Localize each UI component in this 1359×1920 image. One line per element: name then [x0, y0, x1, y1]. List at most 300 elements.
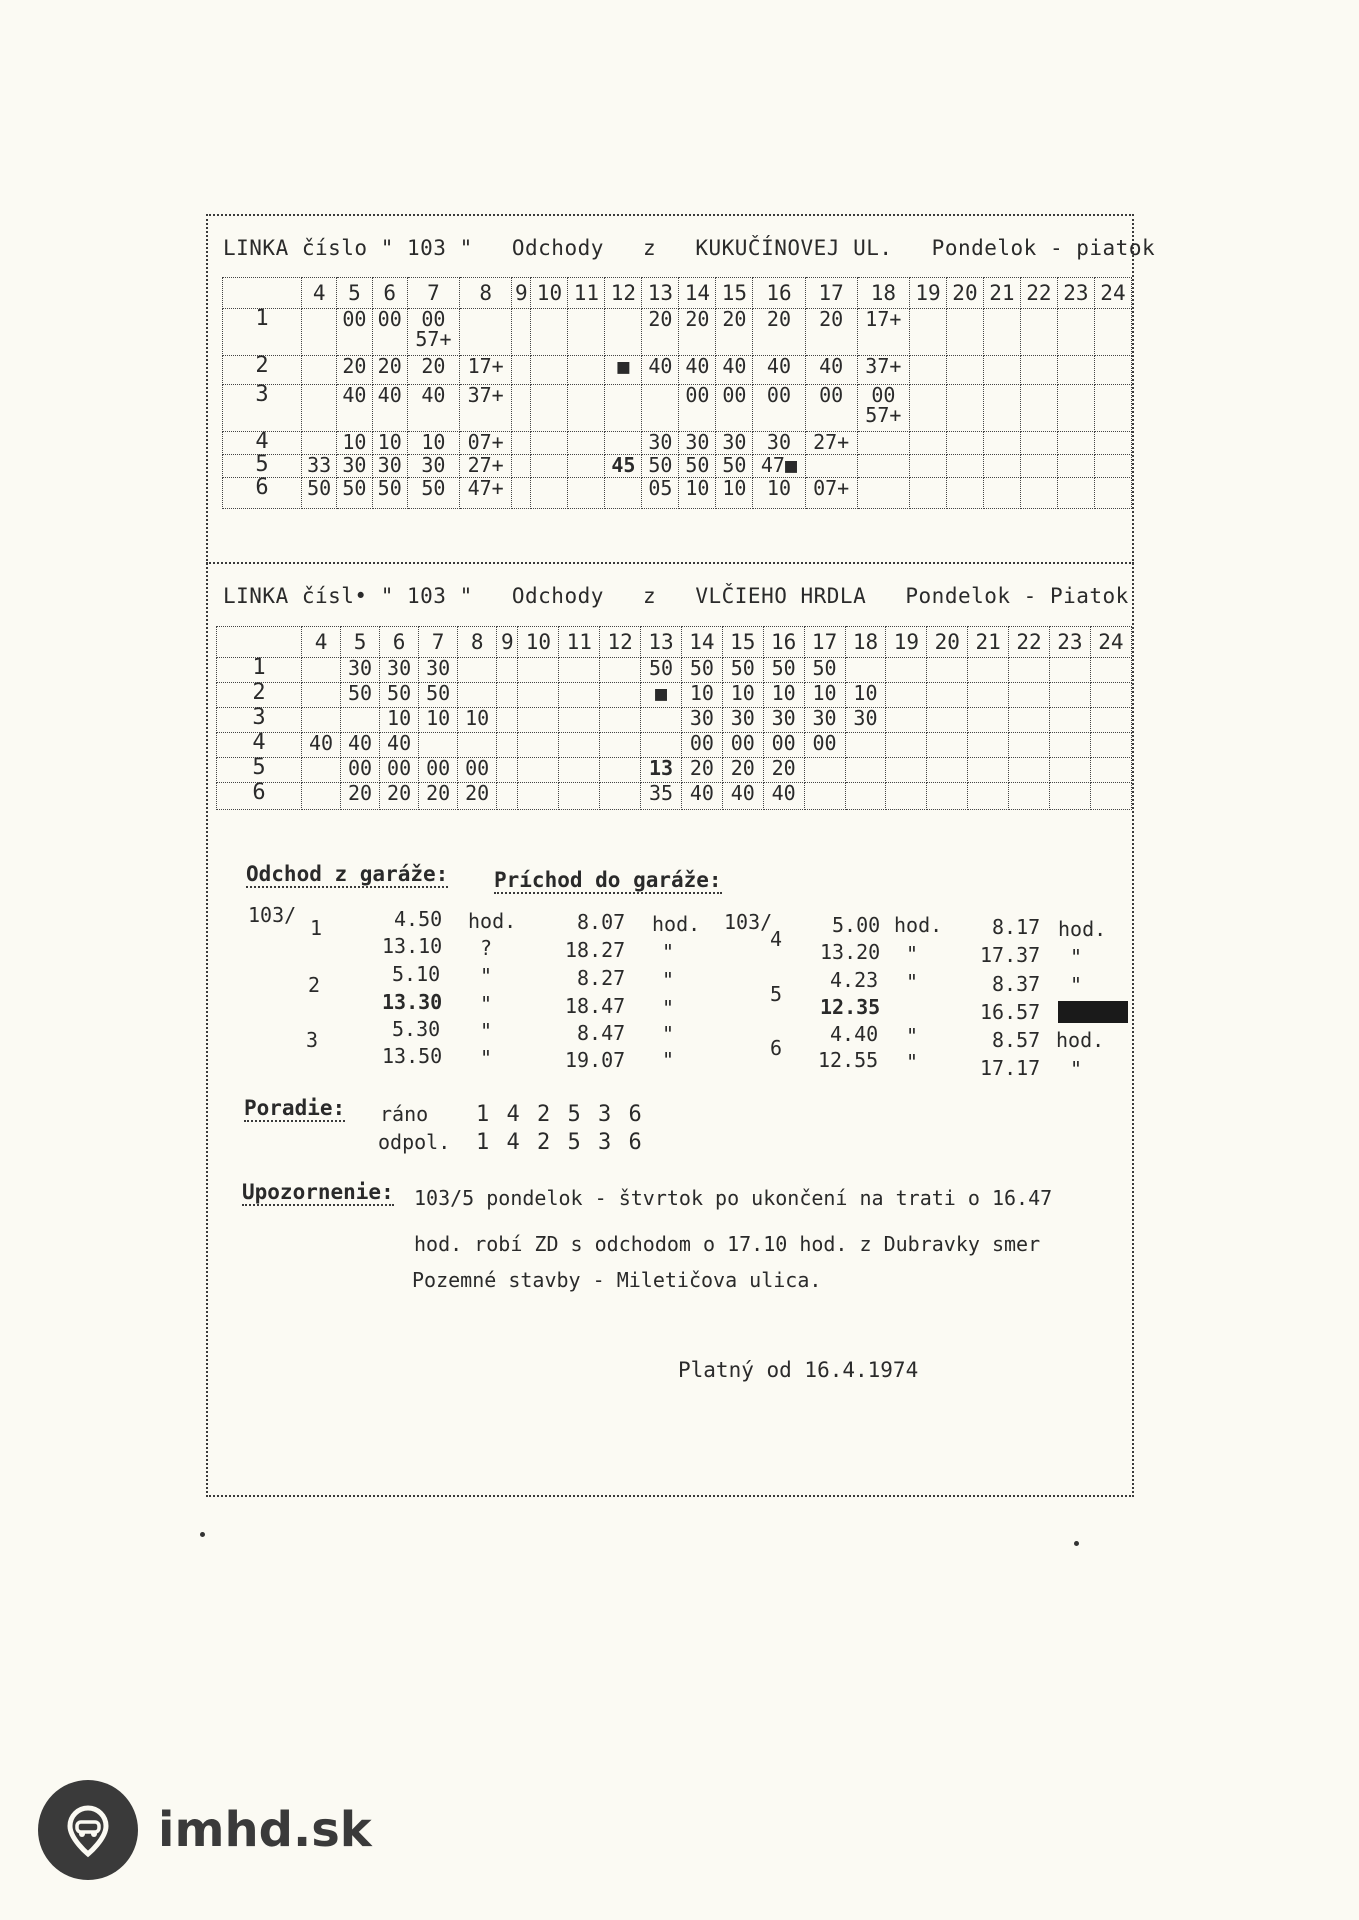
table1-title [223, 236, 1181, 260]
departure-minute: 50 [419, 683, 458, 708]
order-afternoon-label: odpol. [378, 1130, 451, 1154]
hour-header: 10 [518, 627, 559, 658]
vehicle-3: 3 [306, 1028, 319, 1052]
departure-minute [559, 683, 600, 708]
vehicle-number: 5 [223, 455, 302, 478]
hour-header: 8 [458, 627, 497, 658]
departure-minute: 40 [372, 385, 407, 432]
departure-minute [600, 683, 641, 708]
departure-minute [302, 385, 337, 432]
departure-minute: 10 [681, 683, 722, 708]
hour-header: 24 [1090, 627, 1131, 658]
departure-minute [1057, 455, 1094, 478]
departure-minute: 40 [681, 783, 722, 810]
departure-minute [1057, 478, 1094, 509]
departure-minute: 00 [458, 758, 497, 783]
departure-minute: 30 [804, 708, 845, 733]
departure-minute [1020, 309, 1057, 356]
departure-minute [968, 733, 1009, 758]
departure-minute: 10 [845, 683, 886, 708]
departure-minute [886, 708, 927, 733]
hour-header: 5 [341, 627, 380, 658]
hour-header: 14 [679, 278, 716, 309]
departure-minute [857, 455, 909, 478]
timetable-2 [216, 626, 1132, 810]
departure-minute: 50 [763, 658, 804, 683]
hour-header: 6 [380, 627, 419, 658]
departure-minute [927, 783, 968, 810]
departure-minute [1090, 783, 1131, 810]
departure-minute: 30 [722, 708, 763, 733]
departure-minute: 00 [763, 733, 804, 758]
departure-minute: 20 [722, 758, 763, 783]
departure-minute: 20 [372, 356, 407, 385]
departure-minute [497, 783, 518, 810]
departure-minute: 10 [804, 683, 845, 708]
right-ditto-3: " [906, 970, 919, 994]
departure-minute: 00 [419, 758, 458, 783]
departure-minute [845, 758, 886, 783]
departure-minute [460, 309, 512, 356]
departure-minute [518, 708, 559, 733]
departure-minute [458, 683, 497, 708]
departure-minute [1057, 385, 1094, 432]
corner-cell [217, 627, 302, 658]
departure-minute [568, 455, 605, 478]
vehicle-row [217, 683, 1132, 708]
departure-minute [605, 385, 642, 432]
departure-minute [458, 733, 497, 758]
imhd-logo[interactable] [38, 1780, 372, 1880]
departure-minute: 47+ [460, 478, 512, 509]
hour-header: 5 [337, 278, 372, 309]
departure-minute: 10 [337, 432, 372, 455]
right-out-5: 4.40 [830, 1022, 879, 1046]
departure-minute [512, 309, 531, 356]
departure-minute [531, 478, 568, 509]
departure-minute [857, 478, 909, 509]
hour-header: 18 [857, 278, 909, 309]
left-out-1: 4.50 [394, 907, 443, 931]
departure-minute [845, 658, 886, 683]
departure-minute: 50 [372, 478, 407, 509]
departure-minute: 50 [641, 658, 682, 683]
vehicle-row [217, 733, 1132, 758]
departure-minute [559, 733, 600, 758]
departure-minute [302, 758, 341, 783]
departure-minute [568, 356, 605, 385]
departure-minute [568, 385, 605, 432]
departure-minute [497, 733, 518, 758]
left-ditto-3: " [480, 964, 493, 988]
vehicle-row [223, 478, 1132, 509]
departure-minute [1009, 783, 1050, 810]
departure-minute [302, 683, 341, 708]
hour-header: 6 [372, 278, 407, 309]
departure-minute [1090, 658, 1131, 683]
departure-minute [531, 385, 568, 432]
departure-minute: 30 [337, 455, 372, 478]
departure-minute [518, 758, 559, 783]
departure-minute [804, 758, 845, 783]
departure-minute [531, 455, 568, 478]
table2-title [223, 584, 1155, 608]
departure-minute [845, 783, 886, 810]
departure-minute [302, 658, 341, 683]
departure-minute: 00 [681, 733, 722, 758]
departure-minute: 37+ [857, 356, 909, 385]
departure-minute: 10 [722, 683, 763, 708]
hour-header: 18 [845, 627, 886, 658]
notice-line-3: Pozemné stavby - Miletičova ulica. [412, 1268, 822, 1292]
departure-minute [1020, 478, 1057, 509]
hour-header: 15 [722, 627, 763, 658]
departure-minute [886, 733, 927, 758]
departure-minute: 20 [419, 783, 458, 810]
departure-minute: 00 [341, 758, 380, 783]
hour-header: 19 [886, 627, 927, 658]
departure-minute: 40 [679, 356, 716, 385]
speck [1074, 1541, 1079, 1546]
departure-minute [497, 708, 518, 733]
departure-minute: 20 [805, 309, 857, 356]
departure-minute: 20 [337, 356, 372, 385]
departure-minute: 35 [641, 783, 682, 810]
order-morning-seq: 1 4 2 5 3 6 [476, 1102, 644, 1127]
hour-header: 11 [559, 627, 600, 658]
departure-minute [1094, 432, 1131, 455]
hour-header: 11 [568, 278, 605, 309]
departure-minute [927, 708, 968, 733]
departure-minute: 17+ [857, 309, 909, 356]
departure-minute: 10 [458, 708, 497, 733]
left-in-hod-1: hod. [652, 912, 701, 936]
table2-z: z [643, 584, 657, 608]
departure-minute [946, 478, 983, 509]
vehicle-row [217, 708, 1132, 733]
vehicle-number: 4 [223, 432, 302, 455]
hour-header: 23 [1057, 278, 1094, 309]
hour-header-row [217, 627, 1132, 658]
departure-minute [605, 432, 642, 455]
timetable-1 [222, 277, 1132, 509]
departure-minute: 20 [716, 309, 753, 356]
departure-minute [1049, 708, 1090, 733]
vehicle-number: 2 [223, 356, 302, 385]
departure-minute: 40 [302, 733, 341, 758]
redacted-block [1058, 1001, 1128, 1023]
departure-minute [1094, 385, 1131, 432]
vehicle-1: 1 [310, 916, 323, 940]
departure-minute [559, 658, 600, 683]
departure-minute: 30 [681, 708, 722, 733]
departure-minute: 40 [716, 356, 753, 385]
order-morning-label: ráno [380, 1102, 429, 1126]
brand-name: imhd.sk [158, 1802, 372, 1858]
left-in-ditto-2: " [662, 940, 675, 964]
departure-minute: 30 [679, 432, 716, 455]
vehicle-row [217, 658, 1132, 683]
hour-header: 17 [805, 278, 857, 309]
table2-days: Pondelok - Piatok [905, 584, 1129, 608]
departure-minute [1094, 478, 1131, 509]
departure-minute: 00 [679, 385, 716, 432]
departure-minute [927, 658, 968, 683]
hour-header: 23 [1049, 627, 1090, 658]
departure-minute [886, 758, 927, 783]
vehicle-number: 1 [223, 309, 302, 356]
right-hod-1: hod. [894, 913, 943, 937]
vehicle-row [223, 309, 1132, 356]
departure-minute: 10 [407, 432, 459, 455]
vehicle-row [223, 432, 1132, 455]
departure-minute: 20 [679, 309, 716, 356]
departure-minute [1057, 356, 1094, 385]
left-out-3: 5.10 [392, 962, 441, 986]
departure-minute: 10 [716, 478, 753, 509]
departure-minute: 47■ [753, 455, 805, 478]
departure-minute: 50 [642, 455, 679, 478]
vehicle-6: 6 [770, 1036, 783, 1060]
right-in-6: 17.17 [980, 1056, 1041, 1080]
departure-minute: 10 [419, 708, 458, 733]
departure-minute: 50 [341, 683, 380, 708]
departure-minute [805, 455, 857, 478]
departure-minute: 50 [337, 478, 372, 509]
left-ditto-5: " [480, 1019, 493, 1043]
departure-minute: 30 [716, 432, 753, 455]
hour-header: 16 [763, 627, 804, 658]
departure-minute [946, 309, 983, 356]
departure-minute [1090, 733, 1131, 758]
vehicle-row [217, 758, 1132, 783]
vehicle-number: 3 [217, 708, 302, 733]
departure-minute: 00 [337, 309, 372, 356]
order-label: Poradie: [244, 1096, 346, 1120]
left-in-1: 8.07 [577, 910, 626, 934]
departure-minute [946, 432, 983, 455]
departure-minute [302, 783, 341, 810]
departure-minute [845, 733, 886, 758]
departure-minute: 30 [380, 658, 419, 683]
departure-minute [968, 708, 1009, 733]
departure-minute [1049, 683, 1090, 708]
departure-minute: 50 [681, 658, 722, 683]
departure-minute [1009, 733, 1050, 758]
departure-minute [927, 683, 968, 708]
departure-minute [927, 758, 968, 783]
left-in-4: 18.47 [565, 994, 626, 1018]
departure-minute [512, 385, 531, 432]
departure-minute: 20 [407, 356, 459, 385]
hour-header: 4 [302, 627, 341, 658]
right-in-2: 17.37 [980, 943, 1041, 967]
vehicle-row [223, 356, 1132, 385]
hour-header-row [223, 278, 1132, 309]
right-out-3: 4.23 [830, 968, 879, 992]
departure-minute: 45 [605, 455, 642, 478]
departure-minute [804, 783, 845, 810]
hour-header: 24 [1094, 278, 1131, 309]
departure-minute [341, 708, 380, 733]
departure-minute [968, 658, 1009, 683]
left-in-ditto-3: " [662, 968, 675, 992]
departure-minute [1094, 309, 1131, 356]
departure-minute: 20 [763, 758, 804, 783]
right-in-5: 8.57 [992, 1028, 1041, 1052]
departure-minute: ■ [641, 683, 682, 708]
departure-minute: 20 [753, 309, 805, 356]
departure-minute: 20 [681, 758, 722, 783]
car-pin-icon [38, 1780, 138, 1880]
departure-minute: 40 [722, 783, 763, 810]
departure-minute [968, 758, 1009, 783]
departure-minute: 30 [753, 432, 805, 455]
departure-minute: 37+ [460, 385, 512, 432]
vehicle-number: 2 [217, 683, 302, 708]
departure-minute [512, 432, 531, 455]
departure-minute [568, 478, 605, 509]
departure-minute [512, 356, 531, 385]
left-in-2: 18.27 [565, 938, 626, 962]
departure-minute [909, 432, 946, 455]
departure-minute [1090, 758, 1131, 783]
hour-header: 12 [605, 278, 642, 309]
departure-minute [857, 432, 909, 455]
departure-minute: 00 [372, 309, 407, 356]
departure-minute [946, 455, 983, 478]
hour-header: 20 [927, 627, 968, 658]
departure-minute: 40 [805, 356, 857, 385]
vehicle-number: 3 [223, 385, 302, 432]
departure-minute [497, 658, 518, 683]
departure-minute [1020, 356, 1057, 385]
departure-minute: 30 [372, 455, 407, 478]
departure-minute [909, 385, 946, 432]
departure-minute [927, 733, 968, 758]
left-hod-1: hod. [468, 909, 517, 933]
departure-minute [568, 309, 605, 356]
hour-header: 9 [512, 278, 531, 309]
table1-odchody: Odchody [511, 236, 604, 260]
departure-minute: 00 [805, 385, 857, 432]
departure-minute [512, 455, 531, 478]
vehicle-number: 6 [217, 783, 302, 810]
departure-minute: 00 [753, 385, 805, 432]
departure-minute [512, 478, 531, 509]
notice-label: Upozornenie: [242, 1180, 394, 1204]
corner-cell [223, 278, 302, 309]
hour-header: 19 [909, 278, 946, 309]
departure-minute [909, 356, 946, 385]
departure-minute [518, 733, 559, 758]
hour-header: 4 [302, 278, 337, 309]
departure-minute: 30 [642, 432, 679, 455]
departure-minute: 17+ [460, 356, 512, 385]
departure-minute: 10 [380, 708, 419, 733]
hour-header: 10 [531, 278, 568, 309]
vehicle-number: 4 [217, 733, 302, 758]
departure-minute [1090, 683, 1131, 708]
departure-minute [600, 758, 641, 783]
departure-minute [1049, 658, 1090, 683]
departure-minute [886, 783, 927, 810]
departure-minute: 10 [753, 478, 805, 509]
departure-minute [302, 432, 337, 455]
departure-minute [600, 783, 641, 810]
departure-minute [1009, 708, 1050, 733]
vehicle-row [217, 783, 1132, 810]
departure-minute [1049, 733, 1090, 758]
left-in-3: 8.27 [577, 966, 626, 990]
section-divider [206, 562, 1134, 564]
left-ditto-4: " [480, 992, 493, 1016]
hour-header: 13 [641, 627, 682, 658]
departure-minute [600, 733, 641, 758]
departure-minute: 07+ [460, 432, 512, 455]
right-out-1: 5.00 [832, 913, 881, 937]
right-in-hod-5: hod. [1056, 1028, 1105, 1052]
departure-minute [497, 683, 518, 708]
departure-minute: 30 [407, 455, 459, 478]
right-in-3: 8.37 [992, 972, 1041, 996]
departure-minute [600, 708, 641, 733]
hour-header: 15 [716, 278, 753, 309]
departure-minute: 00 [722, 733, 763, 758]
departure-minute [1094, 356, 1131, 385]
departure-minute [983, 478, 1020, 509]
departure-minute [1020, 455, 1057, 478]
line-label-right: 103/ [724, 910, 773, 934]
right-in-hod-1: hod. [1058, 917, 1107, 941]
departure-minute [1049, 758, 1090, 783]
departure-minute [559, 758, 600, 783]
departure-minute [518, 658, 559, 683]
hour-header: 21 [983, 278, 1020, 309]
hour-header: 7 [407, 278, 459, 309]
departure-minute: 07+ [805, 478, 857, 509]
right-ditto-2: " [906, 942, 919, 966]
departure-minute: 10 [679, 478, 716, 509]
departure-minute [605, 478, 642, 509]
departure-minute [1057, 432, 1094, 455]
vehicle-4: 4 [770, 927, 783, 951]
departure-minute [641, 708, 682, 733]
departure-minute: 40 [407, 385, 459, 432]
hour-header: 17 [804, 627, 845, 658]
right-in-ditto-6: " [1070, 1057, 1083, 1081]
departure-minute: 20 [380, 783, 419, 810]
departure-minute [983, 432, 1020, 455]
right-ditto-6: " [906, 1050, 919, 1074]
departure-minute: 40 [763, 783, 804, 810]
departure-minute [968, 683, 1009, 708]
garage-arrival-heading: Príchod do garáže: [494, 868, 722, 892]
departure-minute [1009, 683, 1050, 708]
departure-minute [1009, 758, 1050, 783]
departure-minute: 30 [341, 658, 380, 683]
departure-minute: 00 [380, 758, 419, 783]
departure-minute: 20 [642, 309, 679, 356]
speck [200, 1532, 205, 1537]
departure-minute: 30 [845, 708, 886, 733]
hour-header: 22 [1020, 278, 1057, 309]
departure-minute [909, 478, 946, 509]
departure-minute [497, 758, 518, 783]
departure-minute [302, 309, 337, 356]
hour-header: 14 [681, 627, 722, 658]
departure-minute [641, 733, 682, 758]
